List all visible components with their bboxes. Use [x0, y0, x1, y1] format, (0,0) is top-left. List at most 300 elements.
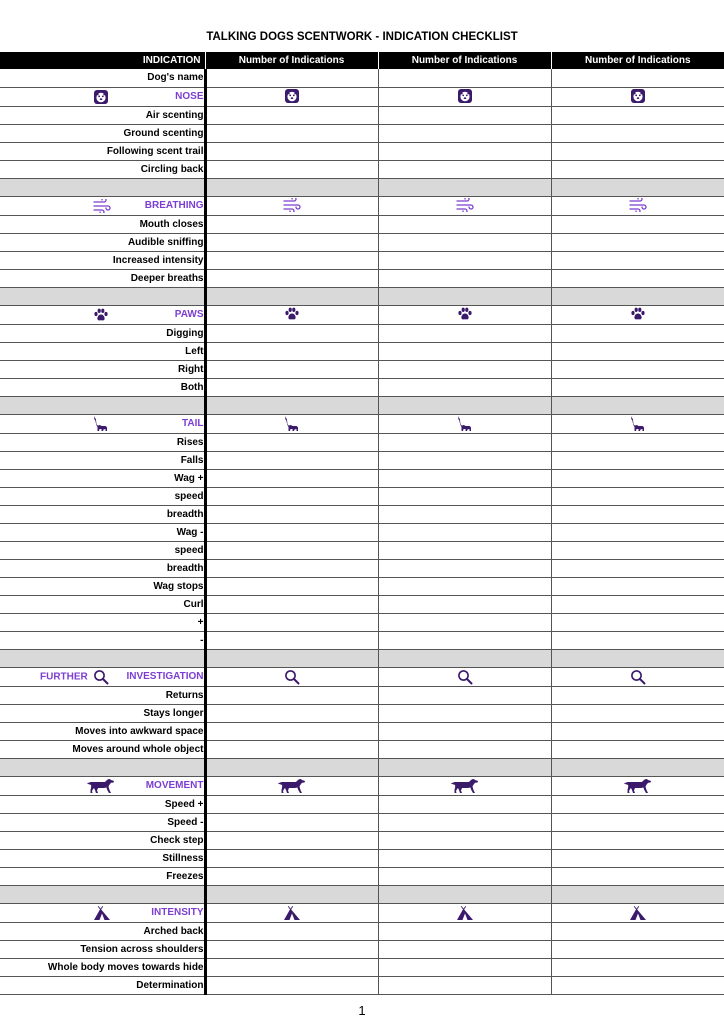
wind-icon [456, 198, 474, 212]
section-icon-cell [551, 196, 724, 215]
indication-row [0, 342, 724, 360]
page-number: 1 [358, 1003, 366, 1018]
indication-count-cell[interactable] [205, 976, 378, 994]
indication-row [0, 631, 724, 649]
indication-count-cell[interactable] [551, 940, 724, 958]
section-title: PAWS [174, 309, 204, 320]
indication-row [0, 451, 724, 469]
indication-count-cell[interactable] [551, 795, 724, 813]
indication-count-cell[interactable] [378, 215, 551, 233]
indication-count-cell[interactable] [205, 342, 378, 360]
page-title: TALKING DOGS SCENTWORK - INDICATION CHECKLIST [206, 31, 518, 43]
indication-row [0, 433, 724, 451]
section-icon-cell [551, 903, 724, 922]
indication-count-cell[interactable] [378, 849, 551, 867]
separator-cell [551, 758, 724, 776]
indication-count-cell[interactable] [378, 867, 551, 885]
indication-label: Speed - [0, 813, 205, 831]
dog-name-row [0, 69, 724, 87]
separator-cell [0, 649, 205, 667]
indication-count-cell[interactable] [378, 577, 551, 595]
indication-count-cell[interactable] [551, 631, 724, 649]
indication-count-cell[interactable] [378, 559, 551, 577]
section-title: INTENSITY [151, 907, 204, 919]
indication-row [0, 958, 724, 976]
section-icon-cell [378, 667, 551, 686]
indication-count-cell[interactable] [551, 124, 724, 142]
wind-icon [93, 199, 111, 213]
indication-row [0, 831, 724, 849]
section-row-intensity [0, 903, 724, 922]
section-row-breathing [0, 196, 724, 215]
indication-count-cell[interactable] [551, 523, 724, 541]
indication-count-cell[interactable] [551, 813, 724, 831]
indication-count-cell[interactable] [205, 124, 378, 142]
indication-count-cell[interactable] [205, 360, 378, 378]
indication-count-cell[interactable] [378, 269, 551, 287]
dog-face-icon [630, 88, 646, 104]
indication-count-cell[interactable] [205, 613, 378, 631]
indication-count-cell[interactable] [378, 505, 551, 523]
indication-count-cell[interactable] [551, 505, 724, 523]
indication-row [0, 523, 724, 541]
dog-name-entry-cell[interactable] [378, 69, 551, 87]
indication-count-cell[interactable] [551, 487, 724, 505]
indication-row [0, 613, 724, 631]
indication-count-cell[interactable] [205, 577, 378, 595]
walking-dog-icon [277, 778, 307, 794]
indication-count-cell[interactable] [378, 740, 551, 758]
sitting-dog-icon [457, 415, 473, 433]
indication-label: breadth [0, 559, 205, 577]
indication-count-cell[interactable] [205, 940, 378, 958]
indication-label: Right [0, 360, 205, 378]
indication-label: Left [0, 342, 205, 360]
indication-count-cell[interactable] [205, 795, 378, 813]
indication-count-cell[interactable] [205, 160, 378, 178]
indication-label: Deeper breaths [0, 269, 205, 287]
indication-count-cell[interactable] [551, 831, 724, 849]
indication-count-cell[interactable] [205, 451, 378, 469]
section-icon-cell [205, 667, 378, 686]
magnifier-icon [284, 669, 300, 685]
magnifier-icon [630, 669, 646, 685]
indication-row [0, 106, 724, 124]
section-icon-cell [551, 305, 724, 324]
indication-count-cell[interactable] [378, 469, 551, 487]
section-icon-cell [551, 667, 724, 686]
section-icon-cell [205, 903, 378, 922]
indication-row [0, 251, 724, 269]
walking-dog-icon [623, 778, 653, 794]
indication-count-cell[interactable] [378, 324, 551, 342]
indication-count-cell[interactable] [205, 487, 378, 505]
indication-label: Determination [0, 976, 205, 994]
indication-checklist-table [0, 52, 724, 995]
section-separator-row [0, 758, 724, 776]
indication-count-cell[interactable] [551, 433, 724, 451]
indication-row [0, 469, 724, 487]
indication-row [0, 124, 724, 142]
indication-count-cell[interactable] [551, 324, 724, 342]
indication-row [0, 595, 724, 613]
dog-face-icon [457, 88, 473, 104]
indication-count-cell[interactable] [205, 559, 378, 577]
section-separator-row [0, 885, 724, 903]
indication-count-cell[interactable] [551, 142, 724, 160]
indication-label: Stays longer [0, 704, 205, 722]
paw-icon [284, 306, 300, 322]
section-icon-cell [378, 196, 551, 215]
indication-label: Wag stops [0, 577, 205, 595]
tent-icon [456, 905, 474, 921]
indication-count-cell[interactable] [378, 124, 551, 142]
indication-count-cell[interactable] [551, 541, 724, 559]
indication-count-cell[interactable] [205, 523, 378, 541]
indication-count-cell[interactable] [205, 595, 378, 613]
paw-icon [93, 307, 109, 323]
indication-count-cell[interactable] [378, 233, 551, 251]
indication-count-cell[interactable] [551, 215, 724, 233]
indication-label: speed [0, 487, 205, 505]
indication-label: Check step [0, 831, 205, 849]
indication-count-cell[interactable] [205, 849, 378, 867]
indication-label: Wag - [0, 523, 205, 541]
indication-count-cell[interactable] [378, 342, 551, 360]
dog-name-entry-cell[interactable] [205, 69, 378, 87]
separator-cell [551, 885, 724, 903]
indication-count-cell[interactable] [205, 269, 378, 287]
magnifier-icon [457, 669, 473, 685]
indication-row [0, 324, 724, 342]
indication-count-cell[interactable] [205, 722, 378, 740]
section-icon-cell [378, 776, 551, 795]
indication-label: Rises [0, 433, 205, 451]
section-icon-cell [378, 903, 551, 922]
indication-row [0, 813, 724, 831]
indication-count-cell[interactable] [551, 976, 724, 994]
indication-header: INDICATION [0, 52, 205, 69]
indication-count-cell[interactable] [551, 740, 724, 758]
section-title: MOVEMENT [145, 780, 204, 792]
indication-label: Arched back [0, 922, 205, 940]
indication-count-cell[interactable] [378, 940, 551, 958]
indication-count-cell[interactable] [205, 469, 378, 487]
indication-row [0, 215, 724, 233]
indication-count-cell[interactable] [551, 233, 724, 251]
separator-cell [378, 758, 551, 776]
separator-cell [378, 885, 551, 903]
indication-count-cell[interactable] [551, 269, 724, 287]
indication-count-cell[interactable] [378, 686, 551, 704]
indication-label: Circling back [0, 160, 205, 178]
indication-count-cell[interactable] [205, 740, 378, 758]
indication-label: speed [0, 541, 205, 559]
indication-label: Following scent trail [0, 142, 205, 160]
indication-count-cell[interactable] [551, 867, 724, 885]
indication-count-cell[interactable] [205, 958, 378, 976]
indication-row [0, 559, 724, 577]
header-row [0, 52, 724, 69]
separator-cell [205, 649, 378, 667]
separator-cell [551, 396, 724, 414]
indication-count-cell[interactable] [551, 686, 724, 704]
section-row-paws [0, 305, 724, 324]
separator-cell [0, 758, 205, 776]
indication-count-cell[interactable] [378, 106, 551, 124]
section-row-investigation [0, 667, 724, 686]
indication-row [0, 487, 724, 505]
indication-count-cell[interactable] [378, 451, 551, 469]
indication-count-cell[interactable] [378, 958, 551, 976]
separator-cell [378, 178, 551, 196]
indication-count-cell[interactable] [205, 106, 378, 124]
indication-count-cell[interactable] [378, 378, 551, 396]
indication-row [0, 505, 724, 523]
indication-count-cell[interactable] [551, 360, 724, 378]
indication-label: Falls [0, 451, 205, 469]
separator-cell [378, 649, 551, 667]
indication-label: + [0, 613, 205, 631]
indication-count-cell[interactable] [551, 849, 724, 867]
indication-count-cell[interactable] [205, 867, 378, 885]
indication-row [0, 378, 724, 396]
section-separator-row [0, 287, 724, 305]
section-icon-cell [551, 776, 724, 795]
section-row-tail [0, 414, 724, 433]
indication-row [0, 795, 724, 813]
wind-icon [283, 198, 301, 212]
tent-icon [283, 905, 301, 921]
indication-count-cell[interactable] [551, 469, 724, 487]
count-column-header: Number of Indications [205, 52, 378, 69]
indication-label: - [0, 631, 205, 649]
section-icon-cell [551, 87, 724, 106]
indication-count-cell[interactable] [378, 813, 551, 831]
indication-label: Mouth closes [0, 215, 205, 233]
separator-cell [378, 396, 551, 414]
indication-row [0, 360, 724, 378]
indication-count-cell[interactable] [378, 251, 551, 269]
section-icon-cell [205, 305, 378, 324]
section-separator-row [0, 396, 724, 414]
indication-label: Both [0, 378, 205, 396]
section-title: NOSE [175, 91, 204, 102]
indication-row [0, 976, 724, 994]
indication-label: Digging [0, 324, 205, 342]
indication-count-cell[interactable] [205, 813, 378, 831]
section-icon-cell [378, 305, 551, 324]
indication-count-cell[interactable] [205, 378, 378, 396]
indication-count-cell[interactable] [378, 523, 551, 541]
separator-cell [378, 287, 551, 305]
indication-count-cell[interactable] [205, 324, 378, 342]
section-label-cell [0, 903, 205, 922]
indication-count-cell[interactable] [378, 631, 551, 649]
section-label-cell [0, 87, 205, 106]
indication-label: breadth [0, 505, 205, 523]
indication-row [0, 922, 724, 940]
indication-count-cell[interactable] [551, 342, 724, 360]
section-icon-cell [205, 196, 378, 215]
count-column-header: Number of Indications [378, 52, 551, 69]
indication-count-cell[interactable] [205, 433, 378, 451]
dog-name-label: Dog's name [0, 69, 205, 87]
indication-label: Air scenting [0, 106, 205, 124]
walking-dog-icon [86, 778, 116, 794]
indication-count-cell[interactable] [551, 922, 724, 940]
dog-name-entry-cell[interactable] [551, 69, 724, 87]
indication-row [0, 577, 724, 595]
magnifier-icon [93, 669, 109, 685]
section-separator-row [0, 649, 724, 667]
section-label-cell [0, 667, 205, 686]
indication-count-cell[interactable] [205, 251, 378, 269]
checklist-body [0, 69, 724, 994]
indication-row [0, 849, 724, 867]
section-label-cell [0, 414, 205, 433]
section-separator-row [0, 178, 724, 196]
sitting-dog-icon [630, 415, 646, 433]
indication-count-cell[interactable] [551, 613, 724, 631]
indication-count-cell[interactable] [378, 922, 551, 940]
indication-count-cell[interactable] [205, 233, 378, 251]
separator-cell [551, 287, 724, 305]
separator-cell [205, 758, 378, 776]
indication-row [0, 269, 724, 287]
indication-count-cell[interactable] [551, 704, 724, 722]
indication-label: Curl [0, 595, 205, 613]
indication-count-cell[interactable] [551, 595, 724, 613]
indication-count-cell[interactable] [551, 160, 724, 178]
indication-row [0, 541, 724, 559]
indication-label: Stillness [0, 849, 205, 867]
separator-cell [205, 396, 378, 414]
indication-count-cell[interactable] [205, 831, 378, 849]
separator-cell [205, 178, 378, 196]
tent-icon [629, 905, 647, 921]
indication-label: Tension across shoulders [0, 940, 205, 958]
walking-dog-icon [450, 778, 480, 794]
paw-icon [457, 306, 473, 322]
count-column-header: Number of Indications [551, 52, 724, 69]
paw-icon [630, 306, 646, 322]
separator-cell [551, 178, 724, 196]
indication-label: Returns [0, 686, 205, 704]
indication-count-cell[interactable] [205, 631, 378, 649]
sitting-dog-icon [93, 415, 109, 433]
separator-cell [205, 885, 378, 903]
section-row-nose [0, 87, 724, 106]
section-title: TAIL [182, 418, 204, 430]
indication-count-cell[interactable] [378, 487, 551, 505]
indication-count-cell[interactable] [378, 613, 551, 631]
indication-count-cell[interactable] [551, 577, 724, 595]
indication-row [0, 704, 724, 722]
section-icon-cell [378, 414, 551, 433]
indication-row [0, 686, 724, 704]
indication-count-cell[interactable] [205, 704, 378, 722]
section-icon-cell [205, 87, 378, 106]
section-label-cell [0, 305, 205, 324]
wind-icon [629, 198, 647, 212]
indication-count-cell[interactable] [378, 595, 551, 613]
section-icon-cell [205, 776, 378, 795]
indication-count-cell[interactable] [378, 795, 551, 813]
separator-cell [0, 178, 205, 196]
indication-count-cell[interactable] [205, 541, 378, 559]
indication-count-cell[interactable] [378, 541, 551, 559]
indication-count-cell[interactable] [378, 360, 551, 378]
indication-row [0, 740, 724, 758]
indication-count-cell[interactable] [378, 831, 551, 849]
separator-cell [205, 287, 378, 305]
indication-label: Increased intensity [0, 251, 205, 269]
indication-count-cell[interactable] [551, 958, 724, 976]
indication-row [0, 233, 724, 251]
separator-cell [0, 287, 205, 305]
indication-row [0, 142, 724, 160]
indication-row [0, 160, 724, 178]
separator-cell [0, 885, 205, 903]
indication-count-cell[interactable] [551, 559, 724, 577]
indication-count-cell[interactable] [551, 378, 724, 396]
section-title: BREATHING [144, 200, 204, 211]
indication-count-cell[interactable] [378, 142, 551, 160]
indication-count-cell[interactable] [378, 976, 551, 994]
indication-label: Ground scenting [0, 124, 205, 142]
dog-face-icon [93, 89, 109, 105]
section-icon-cell [378, 87, 551, 106]
indication-label: Speed + [0, 795, 205, 813]
indication-label: Wag + [0, 469, 205, 487]
indication-label: Audible sniffing [0, 233, 205, 251]
section-label-cell [0, 776, 205, 795]
section-title: INVESTIGATION [126, 671, 204, 683]
indication-count-cell[interactable] [205, 215, 378, 233]
indication-count-cell[interactable] [205, 686, 378, 704]
indication-count-cell[interactable] [205, 922, 378, 940]
separator-cell [0, 396, 205, 414]
indication-count-cell[interactable] [205, 142, 378, 160]
indication-count-cell[interactable] [551, 722, 724, 740]
indication-count-cell[interactable] [378, 433, 551, 451]
section-row-movement [0, 776, 724, 795]
separator-cell [551, 649, 724, 667]
indication-count-cell[interactable] [378, 704, 551, 722]
section-icon-cell [205, 414, 378, 433]
tent-icon [93, 905, 111, 921]
indication-count-cell[interactable] [551, 451, 724, 469]
indication-label: Moves into awkward space [0, 722, 205, 740]
section-label-cell [0, 196, 205, 215]
indication-count-cell[interactable] [551, 251, 724, 269]
indication-row [0, 940, 724, 958]
indication-count-cell[interactable] [551, 106, 724, 124]
indication-row [0, 867, 724, 885]
section-title-prefix: FURTHER [40, 671, 88, 683]
indication-label: Freezes [0, 867, 205, 885]
indication-count-cell[interactable] [205, 505, 378, 523]
sitting-dog-icon [284, 415, 300, 433]
indication-count-cell[interactable] [378, 160, 551, 178]
indication-count-cell[interactable] [378, 722, 551, 740]
indication-label: Whole body moves towards hide [0, 958, 205, 976]
indication-label: Moves around whole object [0, 740, 205, 758]
section-icon-cell [551, 414, 724, 433]
indication-row [0, 722, 724, 740]
dog-face-icon [284, 88, 300, 104]
